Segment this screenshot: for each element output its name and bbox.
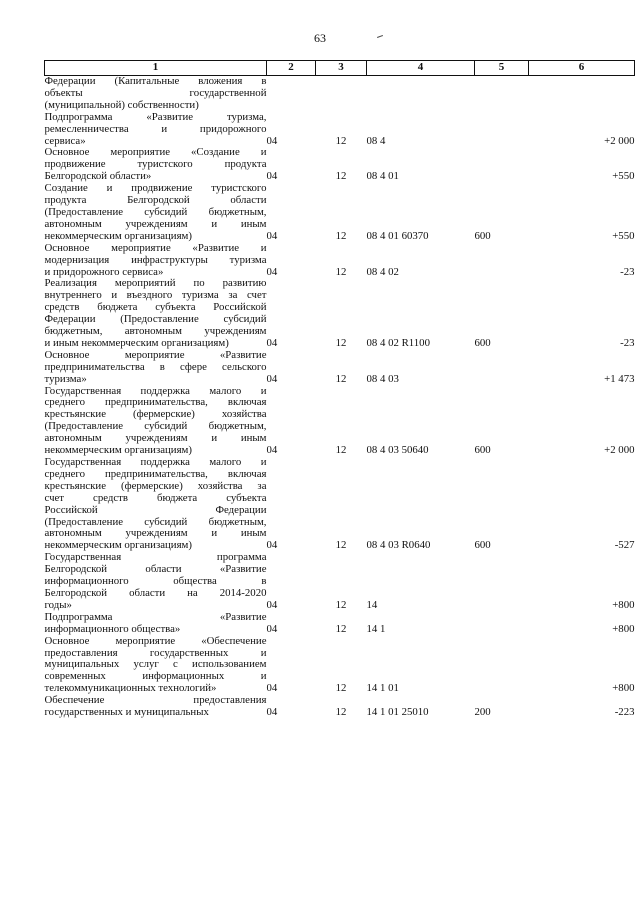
row-name-line: ремесленничества и придорожного — [44, 122, 267, 135]
row-name-line: (Предоставление субсидий бюджетным, — [44, 515, 267, 528]
row-name-line: некоммерческим организациям) — [44, 229, 192, 242]
expense-type-cell — [475, 112, 529, 148]
row-name-line: туризма» — [44, 372, 87, 385]
row-name-line: крестьянские (фермерские) хозяйства — [44, 408, 267, 421]
subsection-code-cell: 12 — [335, 682, 347, 695]
row-name-cell — [45, 76, 267, 112]
expense-type-cell — [475, 636, 529, 696]
row-name-line: (Предоставление субсидий бюджетным, — [44, 205, 267, 218]
row-name-line: среднего предпринимательства, включая — [44, 467, 267, 480]
subsection-code-cell: 12 — [335, 372, 347, 385]
row-name-line: (Предоставление субсидий бюджетным, — [44, 420, 267, 433]
row-name-line: крестьянские (фермерские) хозяйства за — [44, 479, 267, 492]
row-name-line: Основное мероприятие «Развитие и — [44, 241, 267, 254]
subsection-code-cell: 12 — [335, 706, 347, 719]
header-col-2: 2 — [267, 61, 316, 76]
row-name-line: предпринимательства в сфере сельского — [44, 360, 267, 373]
row-name-line: Белгородской области» — [44, 170, 152, 183]
amount-cell: +550 — [612, 170, 635, 183]
table-body — [45, 76, 635, 719]
row-name-cell — [45, 612, 267, 636]
target-article-cell: 08 4 01 60370 — [366, 229, 429, 242]
subsection-code-cell: 12 — [335, 336, 347, 349]
row-name-line: внутреннего и въездного туризма за счет — [44, 289, 267, 302]
subsection-code-cell: 12 — [335, 444, 347, 457]
table-row — [45, 695, 635, 719]
amount-cell: +1 473 — [604, 372, 635, 385]
amount-cell: -23 — [620, 336, 635, 349]
row-name-line: модернизация инфраструктуры туризма — [44, 253, 267, 266]
table-row — [45, 243, 635, 279]
subsection-code-cell: 12 — [335, 265, 347, 278]
expense-type-cell — [475, 612, 529, 636]
amount-cell: +800 — [612, 682, 635, 695]
row-name-line: информационного общества» — [44, 622, 181, 635]
expense-type-cell: 600 — [474, 336, 491, 349]
target-article-cell: 08 4 03 R0640 — [366, 539, 431, 552]
subsection-code-cell: 12 — [335, 622, 347, 635]
amount-cell: +800 — [612, 622, 635, 635]
section-code-cell: 04 — [266, 265, 278, 278]
expense-type-cell: 600 — [474, 229, 491, 242]
expense-type-cell: 600 — [474, 539, 491, 552]
row-name-cell — [45, 386, 267, 457]
amount-cell: +2 000 — [604, 134, 635, 147]
row-name-line: Государственная поддержка малого и — [44, 384, 267, 397]
table-row — [45, 350, 635, 386]
row-name-line: Основное мероприятие «Создание и — [44, 146, 267, 159]
section-code-cell: 04 — [266, 444, 278, 457]
row-name-cell — [45, 278, 267, 349]
row-name-line: Государственная поддержка малого и — [44, 456, 267, 468]
subsection-code-cell — [316, 76, 367, 112]
amount-cell — [529, 76, 635, 112]
row-name-line: информационного общества в — [44, 575, 267, 588]
row-name-line: Федерации (Капитальные вложения в — [44, 75, 267, 87]
row-name-line: и придорожного сервиса» — [44, 265, 164, 278]
target-article-cell: 08 4 01 — [366, 170, 399, 183]
table-row — [45, 112, 635, 148]
row-name-cell — [45, 552, 267, 612]
section-code-cell: 04 — [266, 134, 278, 147]
row-name-line: Реализация мероприятий по развитию — [44, 277, 267, 290]
amount-cell: -223 — [614, 706, 635, 719]
amount-cell: -527 — [614, 539, 635, 552]
section-code-cell: 04 — [266, 229, 278, 242]
table-row — [45, 386, 635, 457]
section-code-cell: 04 — [266, 336, 278, 349]
row-name-line: и иным некоммерческим организациям) — [44, 336, 229, 349]
amount-cell: +550 — [612, 229, 635, 242]
target-article-cell: 14 — [366, 598, 378, 611]
expense-type-cell — [475, 552, 529, 612]
row-name-line: Создание и продвижение туристского — [44, 182, 267, 195]
subsection-code-cell: 12 — [335, 229, 347, 242]
amount-cell: +800 — [612, 598, 635, 611]
row-name-line: Основное мероприятие «Развитие — [44, 348, 267, 361]
row-name-line: современных информационных и — [44, 670, 267, 683]
row-name-line: (муниципальной) собственности) — [44, 98, 199, 111]
expense-type-cell — [475, 243, 529, 279]
target-article-cell: 08 4 — [366, 134, 386, 147]
table-row — [45, 636, 635, 696]
header-col-1: 1 — [45, 61, 267, 76]
target-article-cell: 08 4 02 R1100 — [366, 336, 430, 349]
row-name-line: годы» — [44, 598, 72, 611]
row-name-line: Белгородской области «Развитие — [44, 563, 267, 576]
expense-type-cell — [475, 147, 529, 183]
row-name-cell — [45, 695, 267, 719]
section-code-cell — [267, 76, 316, 112]
table-row — [45, 457, 635, 552]
header-col-3: 3 — [316, 61, 367, 76]
table-row — [45, 612, 635, 636]
section-code-cell: 04 — [266, 372, 278, 385]
row-name-line: государственных и муниципальных — [44, 706, 209, 719]
row-name-cell — [45, 112, 267, 148]
row-name-line: сервиса» — [44, 134, 86, 147]
row-name-line: Подпрограмма «Развитие туризма, — [44, 110, 267, 123]
row-name-cell — [45, 457, 267, 552]
amount-cell: -23 — [620, 265, 635, 278]
section-code-cell: 04 — [266, 170, 278, 183]
row-name-line: предоставления государственных и — [44, 646, 267, 659]
target-article-cell: 14 1 01 25010 — [366, 706, 429, 719]
target-article-cell: 08 4 02 — [366, 265, 399, 278]
row-name-line: некоммерческим организациям) — [44, 539, 192, 552]
row-name-line: Основное мероприятие «Обеспечение — [44, 634, 267, 647]
row-name-line: продвижение туристского продукта — [44, 158, 267, 171]
target-article-cell: 08 4 03 50640 — [366, 444, 429, 457]
target-article-cell: 14 1 — [366, 622, 386, 635]
subsection-code-cell: 12 — [335, 170, 347, 183]
expense-type-cell — [475, 76, 529, 112]
section-code-cell: 04 — [266, 539, 278, 552]
header-col-4: 4 — [367, 61, 475, 76]
section-code-cell: 04 — [266, 622, 278, 635]
subsection-code-cell: 12 — [335, 134, 347, 147]
row-name-line: Федерации (Предоставление субсидий — [44, 313, 267, 326]
row-name-line: Государственная программа — [44, 551, 267, 564]
row-name-line: счет средств бюджета субъекта — [44, 491, 267, 504]
row-name-line: среднего предпринимательства, включая — [44, 396, 267, 409]
table-row — [45, 147, 635, 183]
budget-table — [44, 60, 635, 719]
target-article-cell: 14 1 01 — [366, 682, 399, 695]
amount-cell: +2 000 — [604, 444, 635, 457]
row-name-line: средств бюджета субъекта Российской — [44, 301, 267, 314]
target-article-cell — [367, 76, 475, 112]
table-header-row — [45, 61, 635, 76]
expense-type-cell — [475, 350, 529, 386]
target-article-cell: 08 4 03 — [366, 372, 399, 385]
subsection-code-cell: 12 — [335, 598, 347, 611]
row-name-cell — [45, 183, 267, 243]
row-name-line: автономным учреждениям и иным — [44, 217, 267, 230]
row-name-cell — [45, 147, 267, 183]
section-code-cell: 04 — [266, 706, 278, 719]
row-name-line: бюджетным, автономным учреждениям — [44, 325, 267, 338]
section-code-cell: 04 — [266, 598, 278, 611]
row-name-line: некоммерческим организациям) — [44, 444, 192, 457]
expense-type-cell: 600 — [474, 444, 491, 457]
row-name-line: автономным учреждениям и иным — [44, 432, 267, 445]
row-name-cell — [45, 243, 267, 279]
row-name-line: Российской Федерации — [44, 503, 267, 516]
row-name-cell — [45, 636, 267, 696]
row-name-line: продукта Белгородской области — [44, 194, 267, 207]
expense-type-cell: 200 — [474, 706, 491, 719]
table-row — [45, 183, 635, 243]
row-name-line: Белгородской области на 2014-2020 — [44, 586, 267, 599]
row-name-line: автономным учреждениям и иным — [44, 527, 267, 540]
row-name-line: телекоммуникационных технологий» — [44, 682, 217, 695]
row-name-line: Обеспечение предоставления — [44, 694, 267, 707]
header-col-6: 6 — [529, 61, 635, 76]
table-row — [45, 278, 635, 349]
row-name-line: объекты государственной — [44, 86, 267, 99]
row-name-cell — [45, 350, 267, 386]
row-name-line: муниципальных услуг с использованием — [44, 658, 267, 671]
table-row — [45, 76, 635, 112]
section-code-cell: 04 — [266, 682, 278, 695]
subsection-code-cell: 12 — [335, 539, 347, 552]
header-col-5: 5 — [475, 61, 529, 76]
row-name-line: Подпрограмма «Развитие — [44, 610, 267, 623]
page-number: 63 — [314, 31, 326, 45]
table-row — [45, 552, 635, 612]
